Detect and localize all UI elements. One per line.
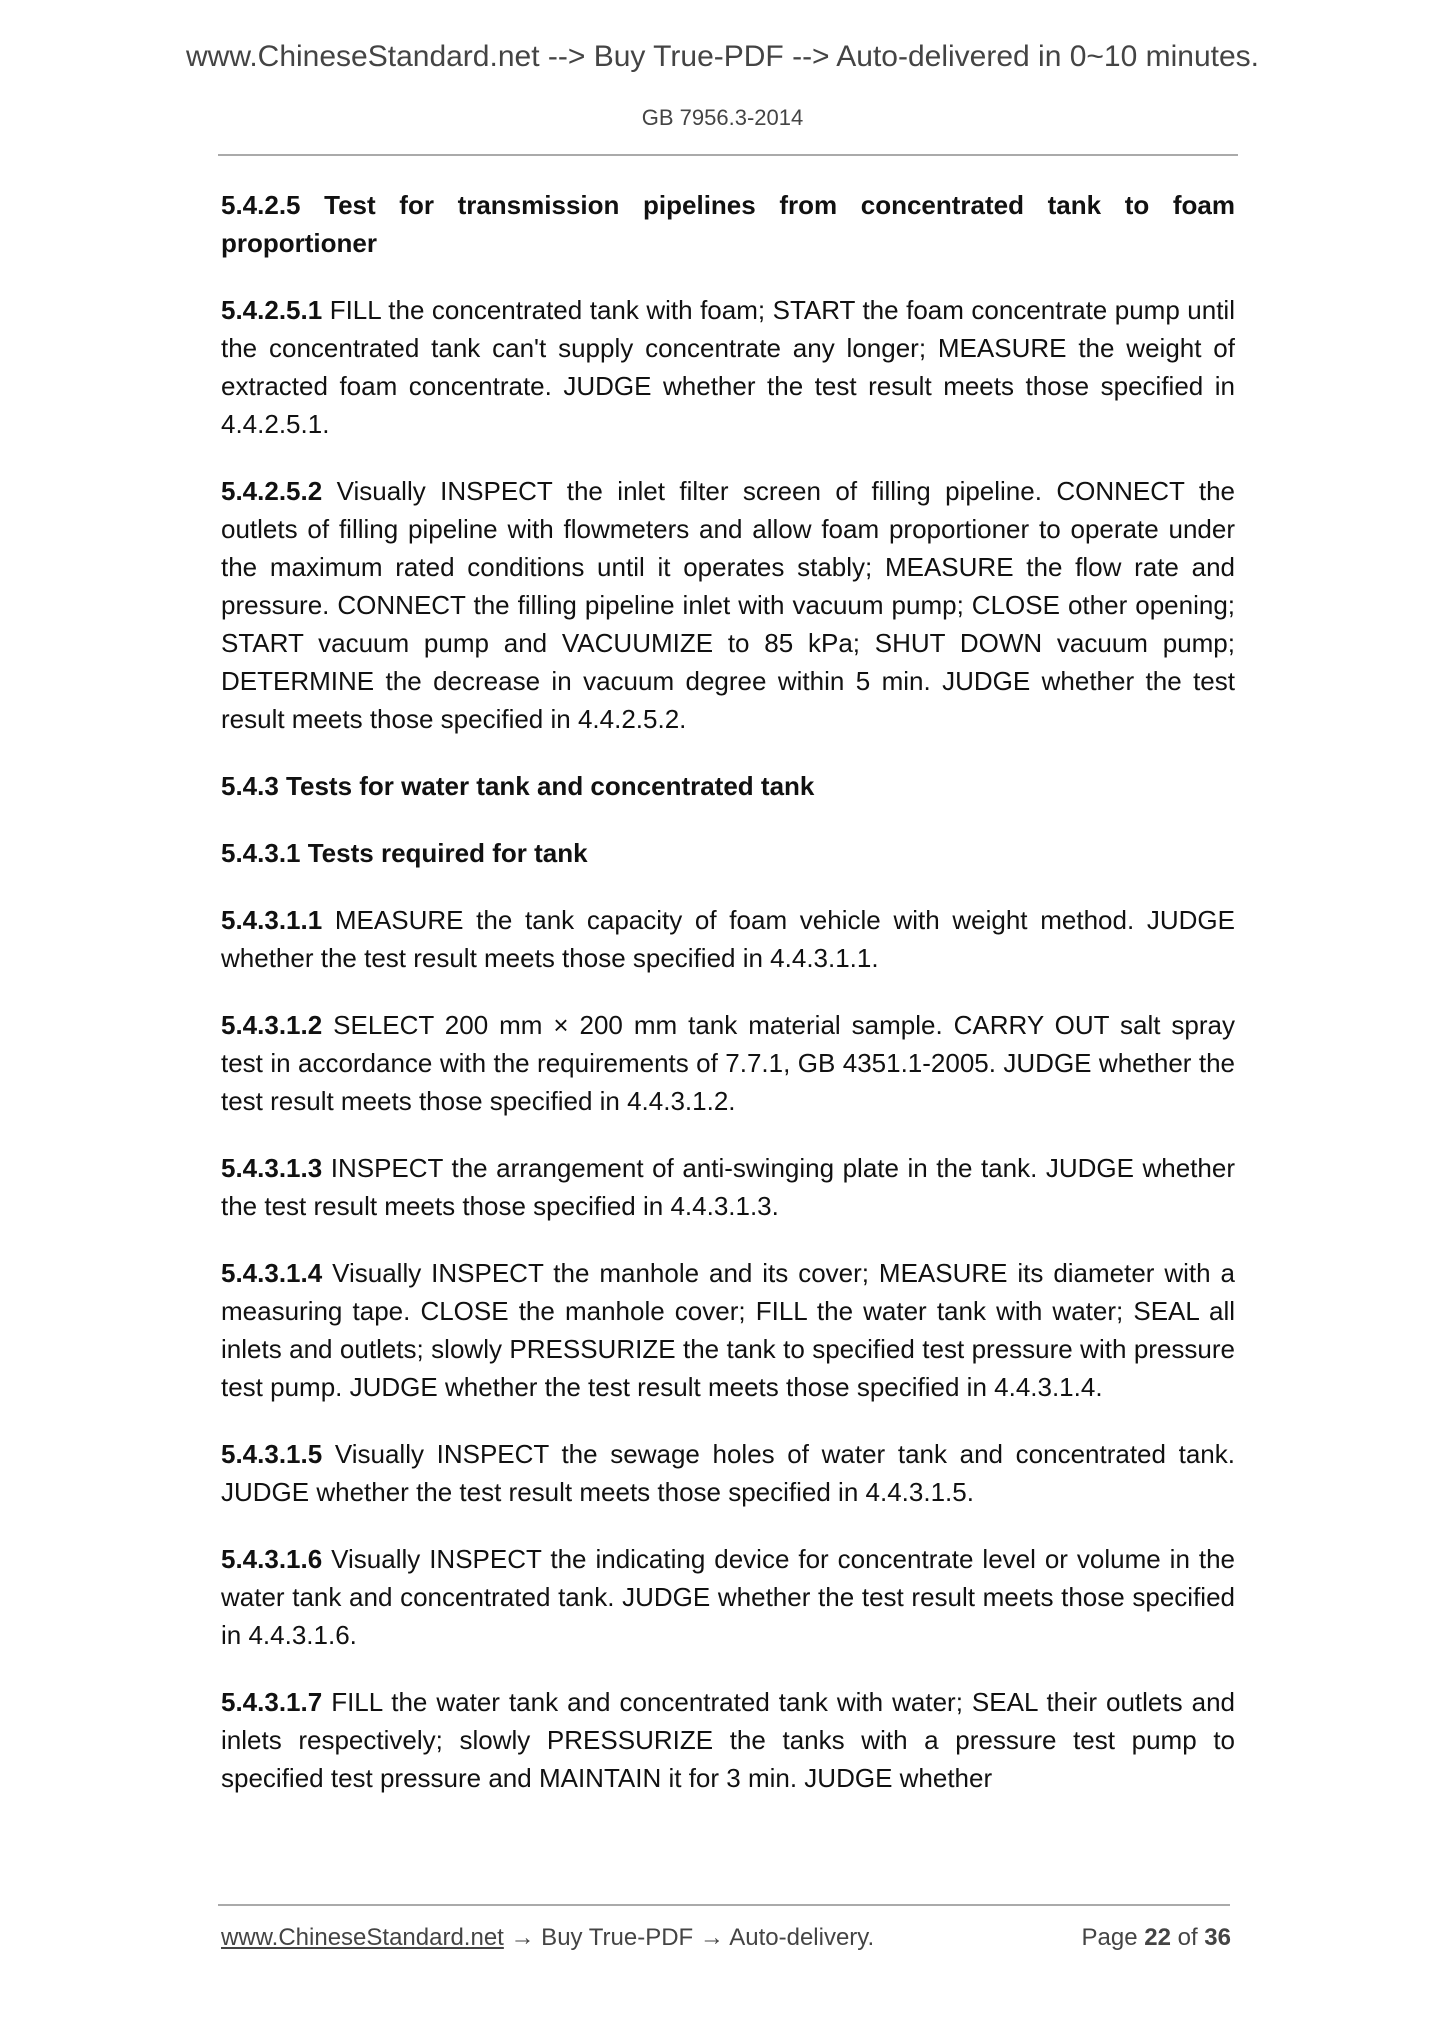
- clause-paragraph: [221, 1149, 1235, 1225]
- footer-link[interactable]: www.ChineseStandard.net: [221, 1924, 504, 1951]
- clause-text: Visually INSPECT the sewage holes of water tank and concentrated tank. JUDGE whether the test result meets those specified in 4.4.3.1.5.: [221, 1439, 1235, 1507]
- clause-text: INSPECT the arrangement of anti-swinging plate in the tank. JUDGE whether the test result meets those specified in 4.4.3.1.3.: [221, 1153, 1235, 1221]
- clause-number: 5.4.3.1.1: [221, 905, 323, 935]
- section-heading: [221, 767, 1235, 805]
- document-id: GB 7956.3-2014: [641, 105, 804, 130]
- clause-number: 5.4.3.1.5: [221, 1439, 323, 1469]
- clause-paragraph: [221, 1254, 1235, 1406]
- page-label: Page: [1081, 1924, 1145, 1951]
- clause-number: 5.4.3 Tests for water tank and concentrated tank: [221, 771, 815, 801]
- clause-text: SELECT 200 mm × 200 mm tank material sample. CARRY OUT salt spray test in accordance with the requirements of 7.7.1, GB 4351.1-2005. JUDGE whether the test result meets those specified in 4.4.3.1.2.: [221, 1010, 1235, 1116]
- clause-number: 5.4.2.5 Test for transmission pipelines from concentrated tank to foam proportioner: [221, 190, 1235, 258]
- clause-number: 5.4.2.5.1: [221, 295, 323, 325]
- clause-paragraph: [221, 291, 1235, 443]
- header-divider: [218, 154, 1238, 156]
- clause-text: Visually INSPECT the inlet filter screen of filling pipeline. CONNECT the outlets of filling pipeline with flowmeters and allow foam proportioner to operate under the maximum rated conditions until it operates stably; MEASURE the flow rate and pressure. CONNECT the filling pipeline inlet with vacuum pump; CLOSE other opening; START vacuum pump and VACUUMIZE to 85 kPa; SHUT DOWN vacuum pump; DETERMINE the decrease in vacuum degree within 5 min. JUDGE whether the test result meets those specified in 4.4.2.5.2.: [221, 476, 1235, 734]
- total-pages: 36: [1204, 1924, 1231, 1951]
- clause-paragraph: [221, 1006, 1235, 1120]
- clause-number: 5.4.3.1.2: [221, 1010, 323, 1040]
- of-label: of: [1170, 1924, 1205, 1951]
- footer-tail: → Buy True-PDF → Auto-delivery.: [503, 1924, 875, 1951]
- footer-promo: [221, 1924, 874, 1952]
- clause-text: FILL the concentrated tank with foam; START the foam concentrate pump until the concentrated tank can't supply concentrate any longer; MEASURE the weight of extracted foam concentrate. JUDGE whether the test result meets those specified in 4.4.2.5.1.: [221, 295, 1235, 439]
- clause-text: MEASURE the tank capacity of foam vehicle with weight method. JUDGE whether the test result meets those specified in 4.4.3.1.1.: [221, 905, 1235, 973]
- footer-divider: [218, 1904, 1230, 1906]
- clause-paragraph: [221, 1683, 1235, 1797]
- clause-number: 5.4.3.1.6: [221, 1544, 323, 1574]
- page-number: [1082, 1924, 1231, 1952]
- clause-number: 5.4.3.1.3: [221, 1153, 323, 1183]
- clause-number: 5.4.3.1.7: [221, 1687, 323, 1717]
- clause-text: Visually INSPECT the indicating device for concentrate level or volume in the water tank and concentrated tank. JUDGE whether the test result meets those specified in 4.4.3.1.6.: [221, 1544, 1235, 1650]
- clause-number: 5.4.2.5.2: [221, 476, 323, 506]
- clause-text: FILL the water tank and concentrated tank with water; SEAL their outlets and inlets respectively; slowly PRESSURIZE the tanks with a pressure test pump to specified test pressure and MAINTAIN it for 3 min. JUDGE whether: [221, 1687, 1235, 1793]
- clause-number: 5.4.3.1.4: [221, 1258, 323, 1288]
- clause-text: Visually INSPECT the manhole and its cover; MEASURE its diameter with a measuring tape. CLOSE the manhole cover; FILL the water tank with water; SEAL all inlets and outlets; slowly PRESSURIZE the tank to specified test pressure with pressure test pump. JUDGE whether the test result meets those specified in 4.4.3.1.4.: [221, 1258, 1235, 1402]
- clause-paragraph: [221, 472, 1235, 738]
- current-page: 22: [1144, 1924, 1171, 1951]
- top-banner: www.ChineseStandard.net --> Buy True-PDF --> Auto-delivered in 0~10 minutes.: [185, 40, 1260, 73]
- section-heading: [221, 834, 1235, 872]
- document-body: [221, 186, 1235, 1826]
- clause-number: 5.4.3.1 Tests required for tank: [221, 838, 588, 868]
- section-heading: [221, 186, 1235, 262]
- page-footer: [221, 1924, 1231, 1952]
- clause-paragraph: [221, 901, 1235, 977]
- clause-paragraph: [221, 1435, 1235, 1511]
- clause-paragraph: [221, 1540, 1235, 1654]
